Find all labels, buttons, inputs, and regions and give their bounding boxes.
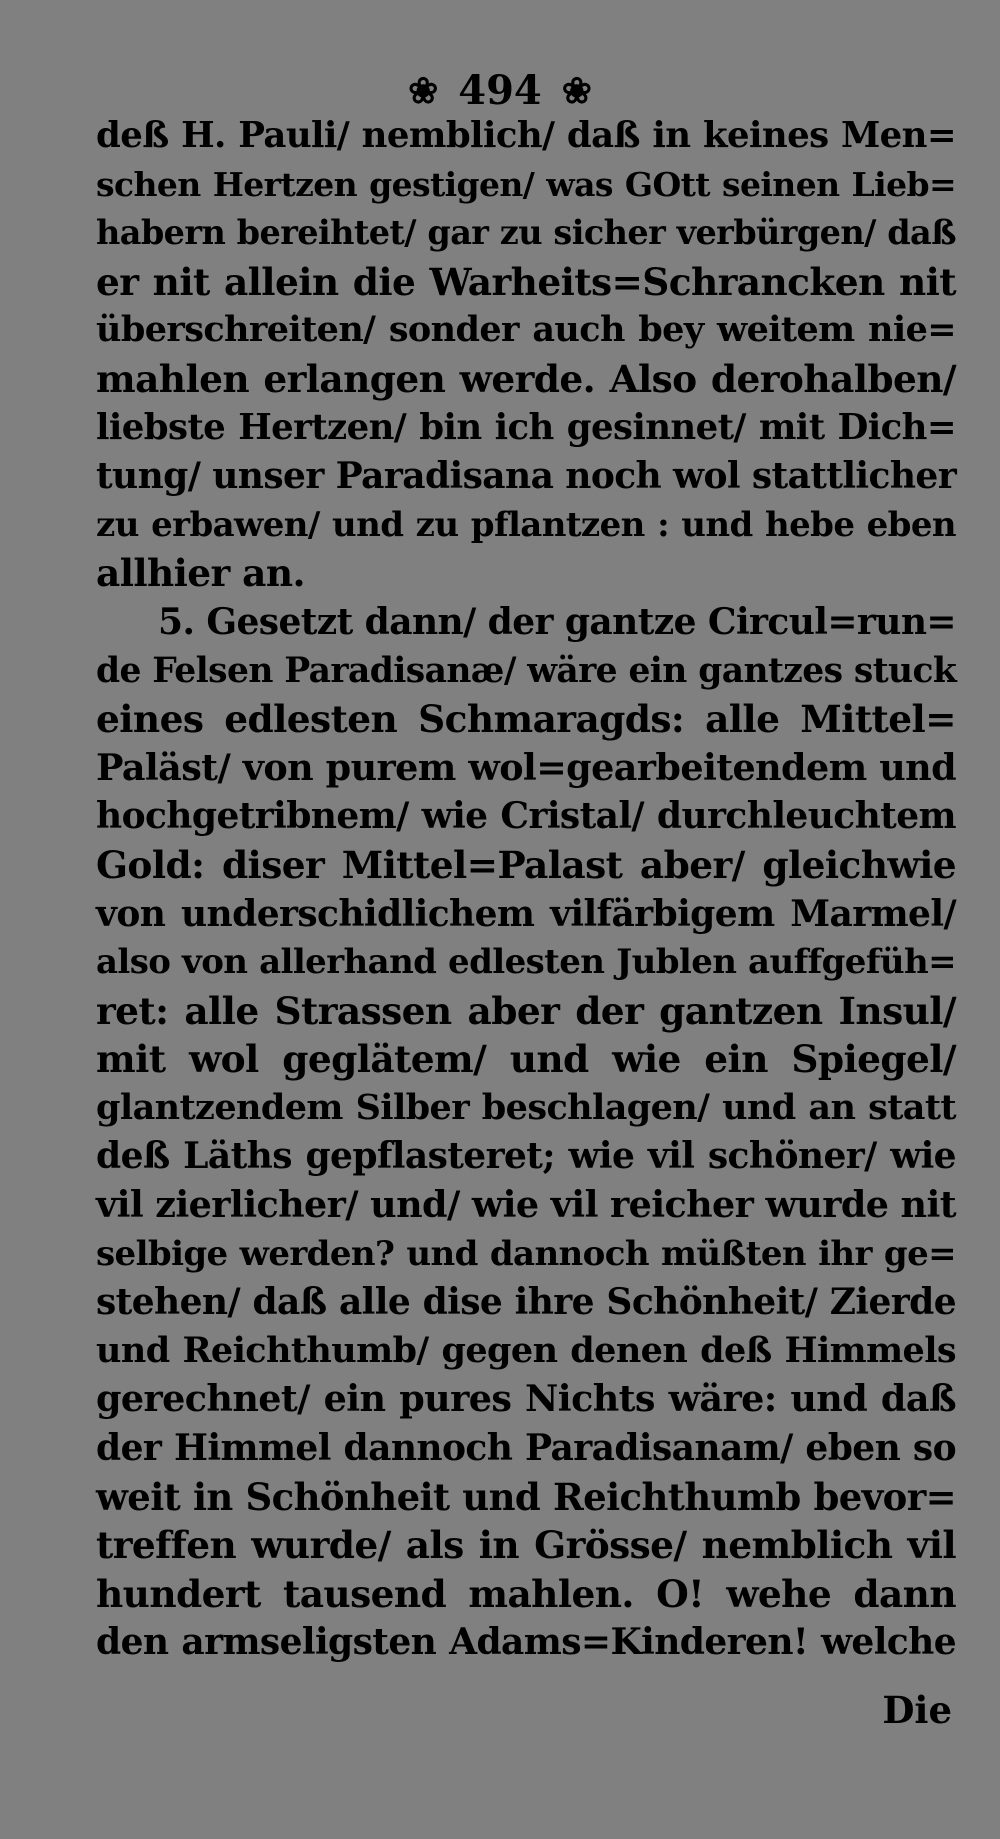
text-body [96, 112, 956, 1667]
text-line: deß H. Pauli/ nemblich/ daß in keines Men= [96, 115, 956, 156]
text-line: also von allerhand edlesten Jublen auffgefüh= [96, 942, 956, 983]
text-line: er nit allein die Warheits=Schrancken nit [96, 259, 956, 304]
text-line: ret: alle Strassen aber der gantzen Insul/ [96, 988, 956, 1033]
page-header [0, 60, 1000, 116]
text-line: liebste Hertzen/ bin ich gesinnet/ mit Dich= [96, 406, 956, 448]
text-line: tung/ unser Paradisana noch wol stattlicher [96, 455, 957, 498]
catchword: Die [882, 1688, 952, 1732]
text-line: von underschidlichem vilfärbigem Marmel/ [96, 892, 956, 935]
text-line: den armseligsten Adams=Kinderen! welche [96, 1621, 956, 1664]
text-line: de Felsen Paradisanæ/ wäre ein gantzes stuck [96, 650, 957, 691]
text-line: habern bereihtet/ gar zu sicher verbürgen/ daß [96, 213, 956, 253]
text-line: eines edlesten Schmaragds: alle Mittel= [96, 697, 956, 742]
text-line: vil zierlicher/ und/ wie vil reicher wurde nit [96, 1183, 956, 1227]
text-line: mahlen erlangen werde. Also derohalben/ [96, 356, 956, 401]
text-line: deß Läths gepflasteret; wie vil schöner/ wie [96, 1135, 956, 1178]
text-line: der Himmel dannoch Paradisanam/ eben so [96, 1427, 956, 1470]
text-line: und Reichthumb/ gegen denen deß Himmels [96, 1329, 956, 1371]
text-line: überschreiten/ sonder auch bey weitem nie= [96, 309, 956, 351]
text-line: hundert tausend mahlen. O! wehe dann [96, 1571, 956, 1616]
text-line: treffen wurde/ als in Grösse/ nemblich vil [96, 1523, 956, 1568]
text-line: selbige werden? und dannoch müßten ihr ge= [96, 1233, 956, 1274]
text-line: zu erbawen/ und zu pflantzen : und hebe eben [96, 504, 956, 545]
text-line: Paläst/ von purem wol=gearbeitendem und [96, 745, 956, 789]
text-line: hochgetribnem/ wie Cristal/ durchleuchtem [96, 795, 956, 838]
text-line: gerechnet/ ein pures Nichts wäre: und daß [96, 1377, 956, 1421]
flower-ornament-icon: ❀ [561, 70, 592, 112]
text-line: mit wol geglätem/ und wie ein Spiegel/ [96, 1037, 956, 1082]
text-line: allhier an. [96, 551, 305, 596]
page-number: 494 [458, 67, 542, 114]
text-line: stehen/ daß alle dise ihre Schönheit/ Zierde [96, 1281, 956, 1324]
text-line: glantzendem Silber beschlagen/ und an statt [96, 1086, 956, 1128]
text-line: weit in Schönheit und Reichthumb bevor= [96, 1474, 956, 1519]
text-line: 5. Gesetzt dann/ der gantze Circul=run= [158, 600, 956, 643]
flower-ornament-icon: ❀ [408, 70, 439, 112]
text-line: Gold: diser Mittel=Palast aber/ gleichwie [96, 842, 956, 887]
text-line: schen Hertzen gestigen/ was GOtt seinen Lieb= [96, 164, 956, 204]
